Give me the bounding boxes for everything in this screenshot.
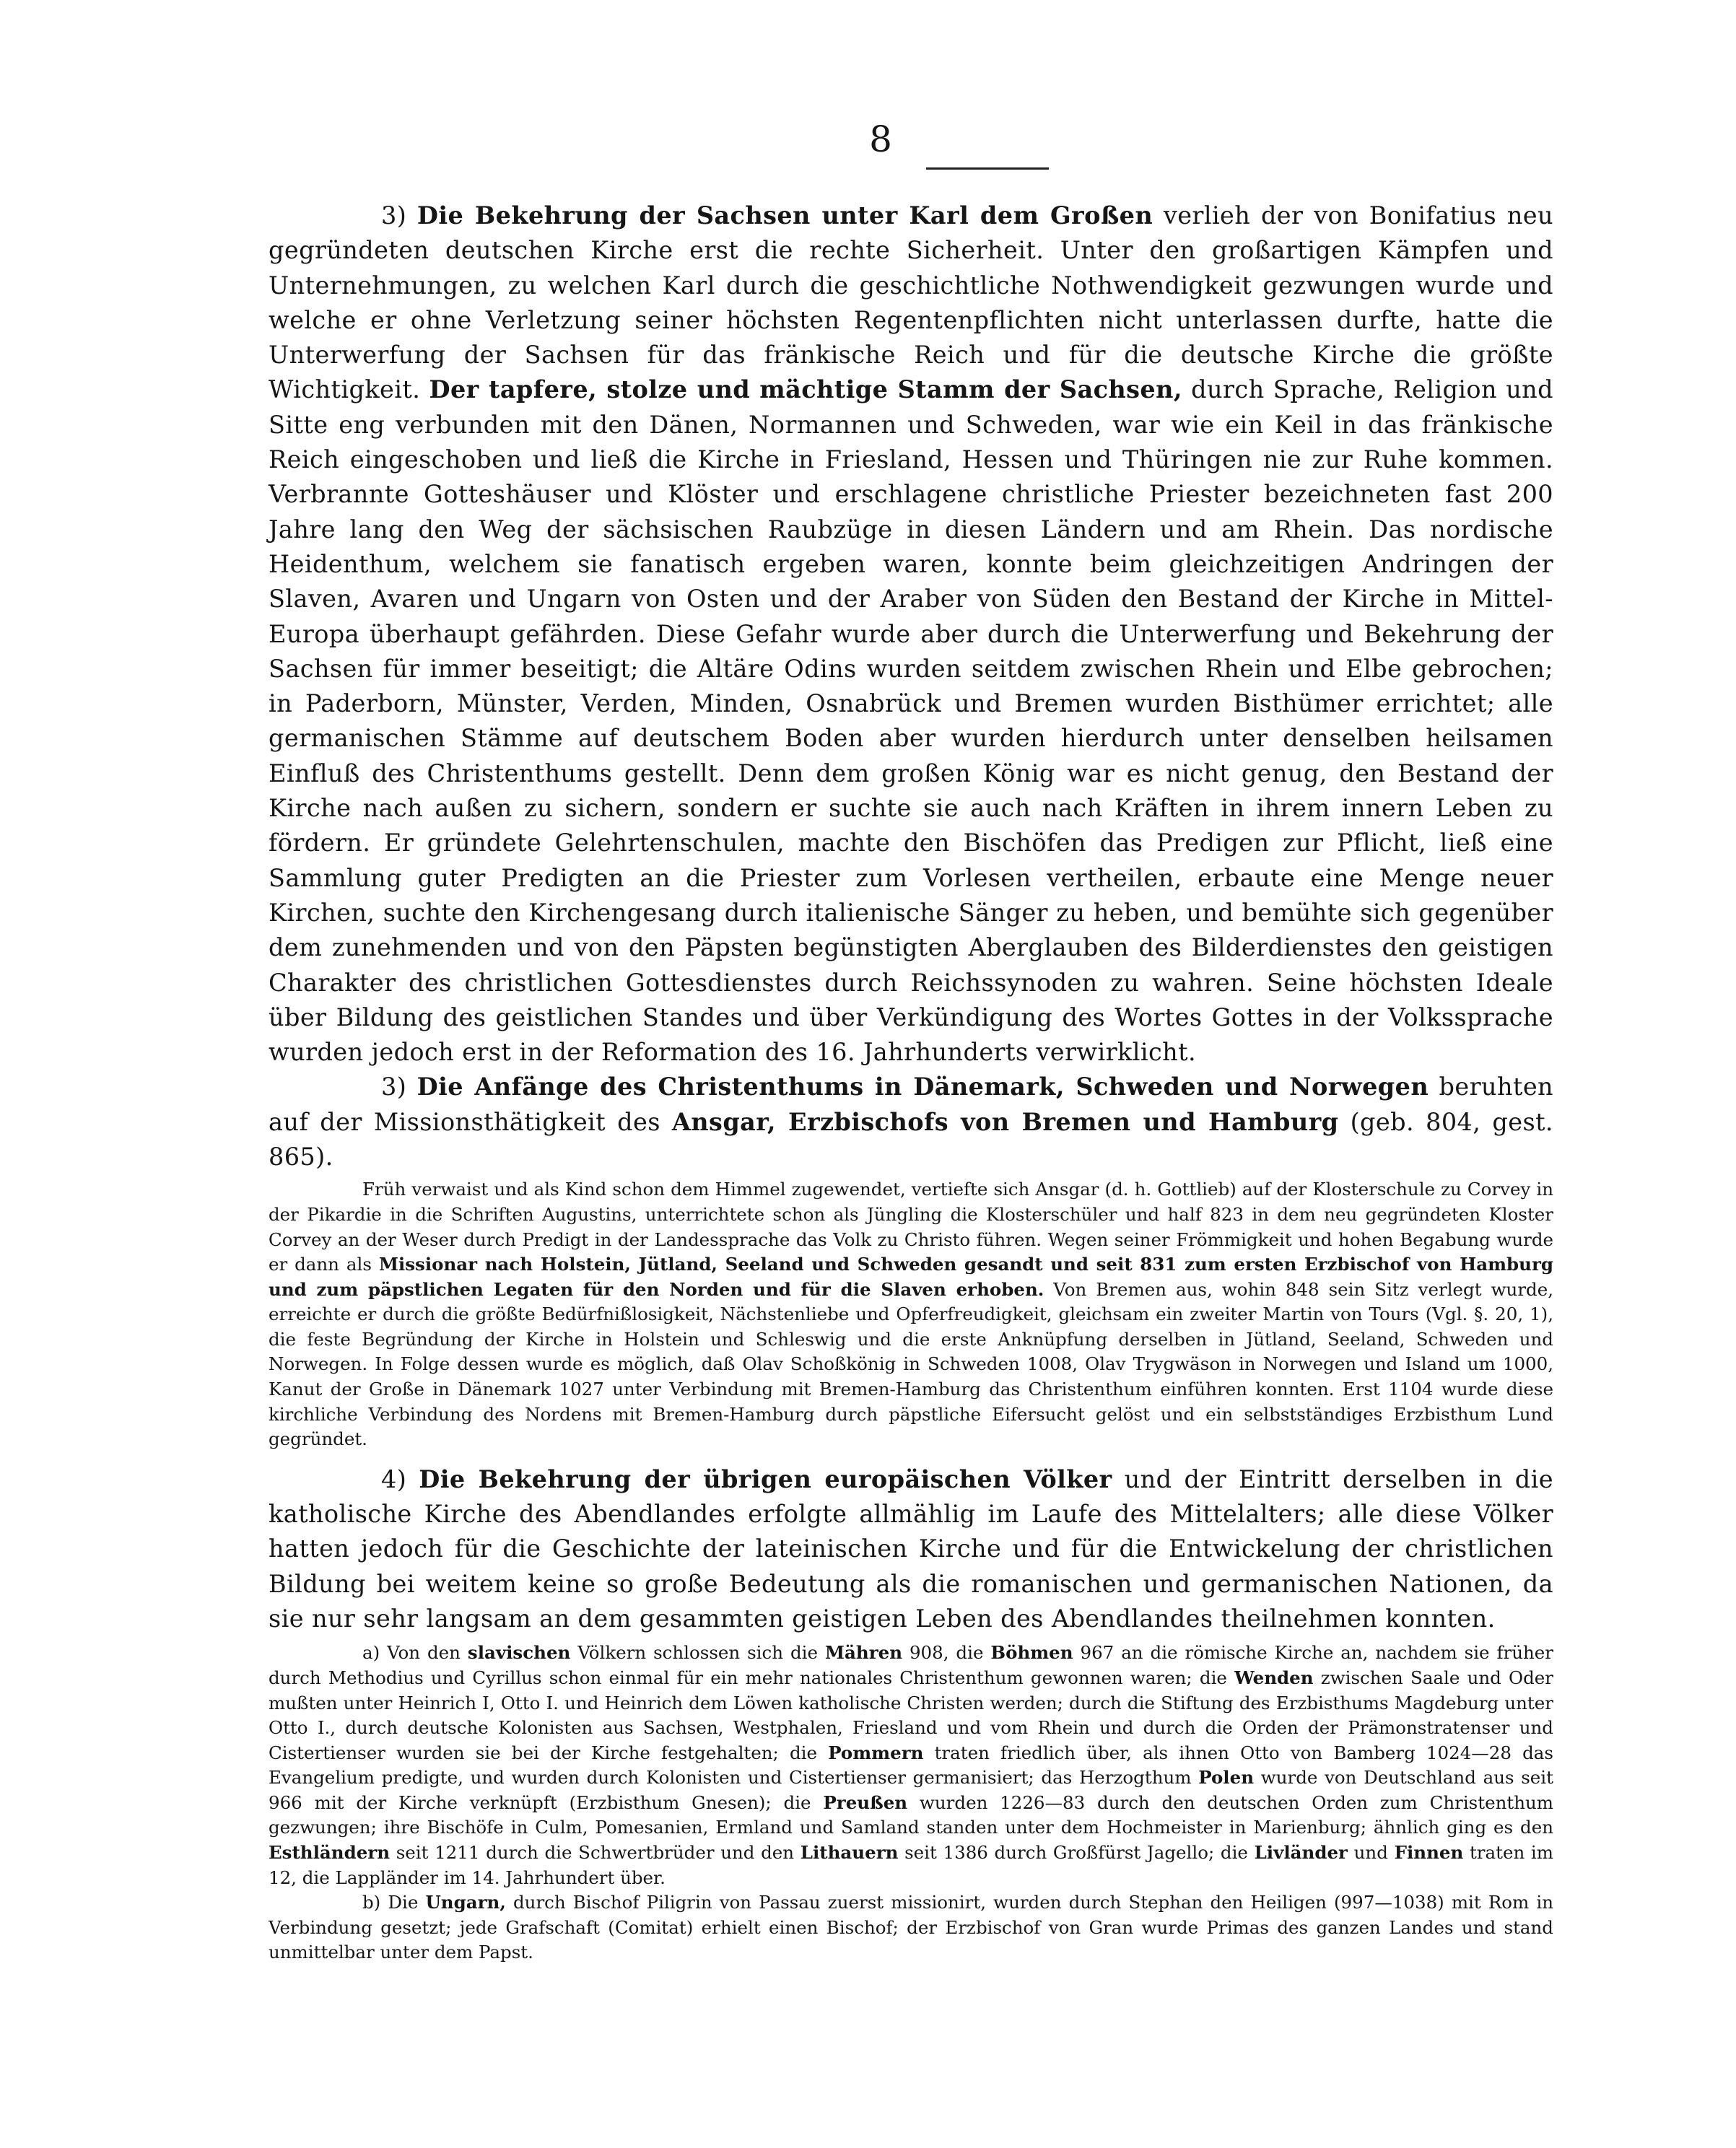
bold-phrase: Böhmen [990, 1642, 1073, 1664]
bold-phrase: Ungarn, [425, 1892, 506, 1913]
text-run: 967 an die römische Kirche an, nachdem sie früher durch Methodius und Cyrillus schon einmal für ein mehr nationales Christenthum gewonnen waren; die [269, 1642, 1554, 1688]
paragraph-other-european-peoples [269, 1462, 1553, 1636]
bold-phrase: slavischen [467, 1642, 571, 1664]
page-number: 8 [869, 118, 892, 160]
text-run: b) Die [362, 1892, 426, 1913]
bold-phrase: Wenden [1234, 1667, 1314, 1688]
text-run: 908, die [902, 1642, 991, 1664]
bold-phrase: Finnen [1394, 1842, 1464, 1864]
text-run: verlieh der von Bonifatius neu gegründeten deutschen Kirche erst die rechte Sicherheit. Unter den großartigen Kämpfen und Unternehmungen, zu welchen Karl durch die geschichtliche Nothwendigkeit gezwungen wurde und welche er ohne Verletzung seiner höchsten Regentenpflichten nicht unterlassen durfte, hatte die Unterwerfung der Sachsen für das fränkische Reich und für die deutsche Kirche die größte Wichtigkeit. [269, 201, 1554, 404]
text-run: 3) [381, 201, 417, 230]
text-run: (geb. 804, gest. 865). [269, 1107, 1553, 1171]
paragraph-saxon-conversion [269, 198, 1553, 1070]
text-run: seit 1386 durch Großfürst Jagello; die [898, 1842, 1255, 1864]
text-run: durch Sprache, Religion und Sitte eng verbunden mit den Dänen, Normannen und Schweden, war wie ein Keil in das fränkische Reich eingeschoben und ließ die Kirche in Friesland, Hessen und Thüringen nie zur Ruhe kommen. Verbrannte Gotteshäuser und Klöster und erschlagene christliche Priester bezeichneten fast 200 Jahre lang den Weg der sächsischen Raubzüge in diesen Ländern und am Rhein. Das nordische Heidenthum, welchem sie fanatisch ergeben waren, konnte beim gleichzeitigen Andringen der Slaven, Avaren und Ungarn von Osten und der Araber von Süden den Bestand der Kirche in Mittel-Europa überhaupt gefährden. Diese Gefahr wurde aber durch die Unterwerfung und Bekehrung der Sachsen für immer beseitigt; die Altäre Odins wurden seitdem zwischen Rhein und Elbe gebrochen; in Paderborn, Münster, Verden, Minden, Osnabrück und Bremen wurden Bisthümer errichtet; alle germanischen Stämme auf deutschem Boden aber wurden hierdurch unter denselben heilsamen Einfluß des Christenthums gestellt. Denn dem großen König war es nicht genug, den Bestand der Kirche nach außen zu sichern, sondern er suchte sie auch nach Kräften in ihrem innern Leben zu fördern. Er gründete Gelehrtenschulen, machte den Bischöfen das Predigen zur Pflicht, ließ eine Sammlung guter Predigten an die Priester zum Vorlesen vertheilen, erbaute eine Menge neuer Kirchen, suchte den Kirchengesang durch italienische Sänger zu heben, und bemühte sich gegenüber dem zunehmenden und von den Päpsten begünstigten Aberglauben des Bilderdienstes den geistigen Charakter des christlichen Gottesdienstes durch Reichssynoden zu wahren. Seine höchsten Ideale über Bildung des geistlichen Standes und über Verkündigung des Wortes Gottes in der Volkssprache wurden jedoch erst in der Reformation des 16. Jahrhunderts verwirklicht. [269, 375, 1553, 1067]
bold-phrase: Die Bekehrung der Sachsen unter Karl dem Großen [416, 201, 1153, 230]
header-rule [926, 167, 1049, 170]
text-run: Von Bremen aus, wohin 848 sein Sitz verlegt wurde, erreichte er durch die größte Bedürfnißlosigkeit, Nächstenliebe und Opferfreudigkeit, gleichsam ein zweiter Martin von Tours (Vgl. §. 20, 1), die feste Begründung der Kirche in Holstein und Schleswig und die erste Anknüpfung derselben in Jütland, Seeland, Schweden und Norwegen. In Folge dessen wurde es möglich, daß Olav Schoßkönig in Schweden 1008, Olav Trygwäson in Norwegen und Island um 1000, Kanut der Große in Dänemark 1027 unter Verbindung mit Bremen-Hamburg das Christenthum einführen konnten. Erst 1104 wurde diese kirchliche Verbindung des Nordens mit Bremen-Hamburg durch päpstliche Eifersucht gelöst und ein selbstständiges Erzbisthum Lund gegründet. [269, 1278, 1553, 1450]
page-body [269, 198, 1553, 1965]
bold-phrase: Polen [1198, 1767, 1255, 1789]
text-run: a) Von den [362, 1642, 468, 1664]
bold-phrase: Lithauern [800, 1842, 899, 1864]
text-run: und der Eintritt derselben in die katholische Kirche des Abendlandes erfolgte allmählig im Laufe des Mittelalters; alle diese Völker hatten jedoch für die Geschichte der lateinischen Kirche und für die Entwickelung der christlichen Bildung bei weitem keine so große Bedeutung als die romanischen und germanischen Nationen, da sie nur sehr langsam an dem gesammten geistigen Leben des Abendlandes theilnehmen konnten. [269, 1464, 1553, 1633]
text-run: 4) [381, 1464, 419, 1493]
text-run: und [1347, 1842, 1395, 1864]
bold-phrase: Esthländern [269, 1842, 391, 1864]
bold-phrase: Der tapfere, stolze und mächtige Stamm der Sachsen, [429, 375, 1182, 404]
text-run: wurde von Deutschland aus seit 966 mit der Kirche verknüpft (Erzbisthum Gnesen); die [269, 1767, 1553, 1813]
bold-phrase: Missionar nach Holstein, Jütland, Seeland und Schweden gesandt und seit 831 zum ersten Erzbischof von Hamburg und zum päpstlichen Legaten für den Norden und für die Slaven erhoben. [269, 1254, 1553, 1300]
paragraph-scandinavia-beginnings [269, 1070, 1553, 1174]
note-hungarians [269, 1890, 1553, 1965]
bold-phrase: Mähren [824, 1642, 903, 1664]
bold-phrase: Preußen [823, 1791, 908, 1813]
text-run: 3) [381, 1073, 417, 1101]
text-run: traten im 12, die Lappländer im 14. Jahrhundert über. [269, 1842, 1553, 1888]
text-run: durch Bischof Piligrin von Passau zuerst missionirt, wurden durch Stephan den Heiligen (997—1038) mit Rom in Verbindung gesetzt; jede Grafschaft (Comitat) erhielt einen Bischof; der Erzbischof von Gran wurde Primas des ganzen Landes und stand unmittelbar unter dem Papst. [269, 1892, 1553, 1963]
note-slavic-peoples [269, 1641, 1553, 1890]
text-run: seit 1211 durch die Schwertbrüder und den [390, 1842, 801, 1864]
note-ansgar [269, 1177, 1553, 1452]
bold-phrase: Ansgar, Erzbischofs von Bremen und Hamburg [671, 1107, 1339, 1136]
text-run: traten friedlich über, als ihnen Otto von Bamberg 1024—28 das Evangelium predigte, und wurden durch Kolonisten und Cistertienser germanisiert; das Herzogthum [269, 1742, 1553, 1789]
text-run: wurden 1226—83 durch den deutschen Orden zum Christenthum gezwungen; ihre Bischöfe in Culm, Pomesanien, Ermland und Samland standen unter dem Hochmeister in Marienburg; ähnlich ging es den [269, 1791, 1553, 1838]
bold-phrase: Die Anfänge des Christenthums in Dänemark, Schweden und Norwegen [416, 1073, 1429, 1101]
bold-phrase: Die Bekehrung der übrigen europäischen Völker [419, 1464, 1112, 1493]
text-run: beruhten auf der Missionsthätigkeit des [269, 1073, 1554, 1136]
bold-phrase: Livländer [1254, 1842, 1348, 1864]
text-run: Völkern schlossen sich die [570, 1642, 825, 1664]
text-run: Früh verwaist und als Kind schon dem Himmel zugewendet, vertiefte sich Ansgar (d. h. Gottlieb) auf der Klosterschule zu Corvey in der Pikardie in die Schriften Augustins, unterrichtete schon als Jüngling die Klosterschüler und half 823 in dem neu gegründeten Kloster Corvey an der Weser durch Predigt in der Landessprache das Volk zu Christo führen. Wegen seiner Frömmigkeit und hohen Begabung wurde er dann als [269, 1179, 1553, 1275]
bold-phrase: Pommern [828, 1742, 924, 1763]
text-run: zwischen Saale und Oder mußten unter Heinrich I, Otto I. und Heinrich dem Löwen katholische Christen werden; durch die Stiftung des Erzbisthums Magdeburg unter Otto I., durch deutsche Kolonisten aus Sachsen, Westphalen, Friesland und vom Rhein und durch die Orden der Prämonstratenser und Cistertienser wurden sie bei der Kirche festgehalten; die [269, 1667, 1553, 1763]
